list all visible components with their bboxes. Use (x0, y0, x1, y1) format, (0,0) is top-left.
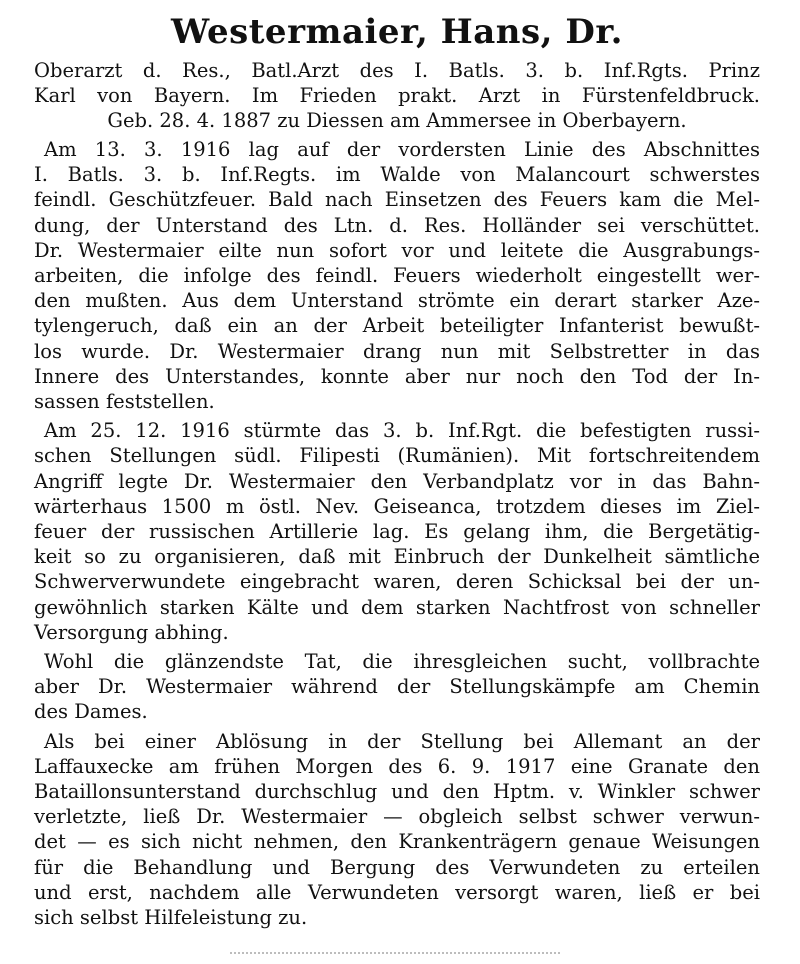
text-line: tylengeruch, daß ein an der Arbeit beteiligter Infanterist bewußt- (34, 314, 760, 338)
paragraph-filipesti (34, 418, 760, 645)
text-line: Als bei einer Ablösung in der Stellung bei Allemant an der (44, 729, 760, 753)
text-line: Am 13. 3. 1916 lag auf der vordersten Linie des Abschnittes (44, 138, 760, 161)
text-line: Bataillonsunterstand durchschlug und den Hptm. v. Winkler schwer (34, 780, 760, 804)
text-line: für die Behandlung und Bergung des Verwundeten zu erteilen (34, 855, 760, 879)
text-line: Laffauxecke am frühen Morgen des 6. 9. 1917 eine Granate den (34, 754, 760, 778)
biography-header (34, 58, 760, 133)
text-line: feindl. Geschützfeuer. Bald nach Einsetzen des Feuers kam die Mel- (34, 188, 760, 212)
header-line: Karl von Bayern. Im Frieden prakt. Arzt in Fürstenfeldbruck. (34, 84, 760, 107)
text-line: dung, der Unterstand des Ltn. d. Res. Holländer sei verschüttet. (34, 213, 760, 237)
text-line: aber Dr. Westermaier während der Stellungskämpfe am Chemin (34, 675, 760, 699)
text-line: gewöhnlich starken Kälte und dem starken Nachtfrost von schneller (34, 595, 760, 619)
text-line: Am 25. 12. 1916 stürmte das 3. b. Inf.Rgt. die befestigten russi- (44, 419, 760, 443)
paragraph-malancourt (34, 137, 760, 414)
text-line: verletzte, ließ Dr. Westermaier — obgleich selbst schwer verwun- (34, 805, 760, 829)
text-line: und erst, nachdem alle Verwundeten versorgt waren, ließ er bei (34, 880, 760, 904)
footer-rule (230, 952, 560, 960)
text-line: keit so zu organisieren, daß mit Einbruch der Dunkelheit sämtliche (34, 545, 760, 569)
text-line: Versorgung abhing. (34, 620, 229, 644)
paragraph-allemant (34, 729, 760, 931)
text-line: wärterhaus 1500 m östl. Nev. Geiseanca, trotzdem dieses im Ziel- (34, 494, 760, 518)
text-line: sich selbst Hilfeleistung zu. (34, 906, 308, 930)
header-line: Oberarzt d. Res., Batl.Arzt des I. Batls. 3. b. Inf.Rgts. Prinz (34, 59, 760, 82)
text-line: det — es sich nicht nehmen, den Krankenträgern genaue Weisungen (34, 830, 760, 854)
text-line: sassen feststellen. (34, 390, 215, 414)
text-line: feuer der russischen Artillerie lag. Es gelang ihm, die Bergetätig- (34, 520, 760, 544)
birth-line: Geb. 28. 4. 1887 zu Diessen am Ammersee in Oberbayern. (107, 109, 687, 132)
text-line: Wohl die glänzendste Tat, die ihresgleichen sucht, vollbrachte (44, 650, 760, 674)
text-line: Innere des Unterstandes, konnte aber nur noch den Tod der In- (34, 364, 760, 388)
text-line: los wurde. Dr. Westermaier drang nun mit Selbstretter in das (34, 339, 760, 363)
text-line: Dr. Westermaier eilte nun sofort vor und leitete die Ausgrabungs- (34, 238, 760, 262)
text-line: den mußten. Aus dem Unterstand strömte ein derart starker Aze- (34, 289, 760, 313)
text-line: Angriff legte Dr. Westermaier den Verbandplatz vor in das Bahn- (34, 469, 760, 493)
text-line: I. Batls. 3. b. Inf.Regts. im Walde von Malancourt schwerstes (34, 163, 760, 187)
page-title: Westermaier, Hans, Dr. (171, 12, 623, 52)
text-line: arbeiten, die infolge des feindl. Feuers wiederholt eingestellt wer- (34, 264, 760, 288)
text-line: Schwerverwundete eingebracht waren, deren Schicksal bei der un- (34, 570, 760, 594)
text-line: schen Stellungen südl. Filipesti (Rumänien). Mit fortschreitendem (34, 444, 760, 468)
paragraph-chemin-des-dames (34, 649, 760, 725)
text-line: des Dames. (34, 700, 148, 724)
